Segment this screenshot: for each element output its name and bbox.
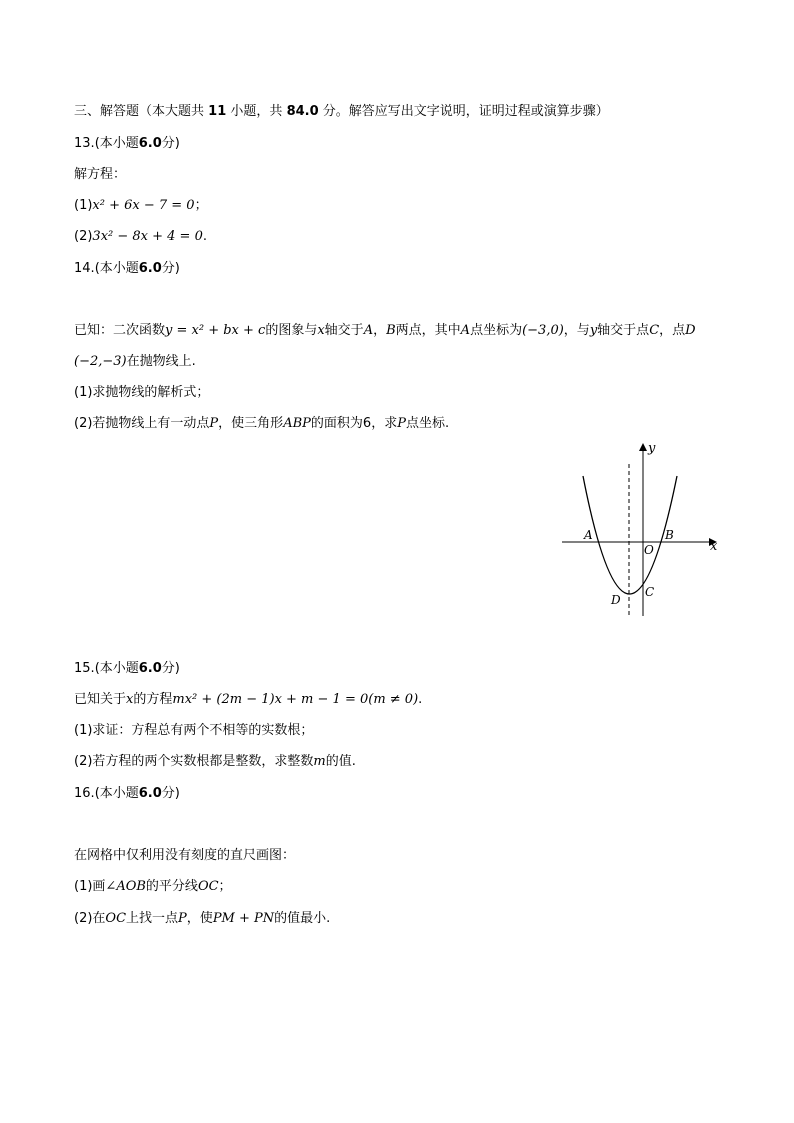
q14-text: 点坐标为 [470,323,523,338]
section-note-c: 分。解答应写出文字说明，证明过程或演算步骤） [322,104,609,119]
q14-score-close: 分) [161,261,180,276]
q14-point-a: A [363,323,374,338]
q14-number: 14. [74,261,95,276]
q14-part2 [74,416,449,432]
q16-line-oc: OC [105,911,127,926]
label-a: A [584,528,593,542]
q14-point-a: A [460,323,471,338]
q15-text: 的方程 [133,692,173,707]
q14-point-d: D [685,323,696,338]
q16-part1 [74,879,232,895]
q14-text: ，点 [659,323,686,338]
q16-score-open: (本小题 [94,786,139,801]
q15-header [74,661,180,677]
q16-part2 [74,911,330,927]
q14-coordinate-d: (−2,−3) [74,354,127,369]
q13-score-value: 6.0 [138,136,162,151]
q14-function: y = x² + bx + c [165,323,266,338]
q14-var-y: y [589,323,598,338]
q13-part1 [74,198,208,214]
q16-point-p: P [178,911,187,926]
q16-number: 16. [74,786,95,801]
q14-statement-line2 [74,354,196,370]
section-heading [74,104,609,120]
q14-part2-text: (2)若抛物线上有一动点 [74,416,210,431]
q13-part1-label: (1) [74,198,93,213]
parabola-figure [556,436,726,622]
q15-var-x: x [126,692,134,707]
q16-score-close: 分) [161,786,180,801]
q15-equation: mx² + (2m − 1)x + m − 1 = 0(m ≠ 0) [172,692,419,707]
q13-part1-end: ； [194,198,208,213]
q13-part2 [74,229,207,245]
section-note-b: 小题，共 [230,104,283,119]
q15-text: 已知关于 [74,692,127,707]
q14-area-value: 6 [362,416,372,431]
q16-part1-text: ； [218,879,232,894]
q14-text: 轴交于 [324,323,364,338]
q15-statement [74,692,422,708]
q14-text: ， [373,323,387,338]
q16-score-value: 6.0 [138,786,162,801]
q13-score-open: (本小题 [94,136,139,151]
q14-triangle-abp: ABP [283,416,311,431]
q16-header [74,786,180,802]
q15-score-open: (本小题 [94,661,139,676]
q14-point-c: C [649,323,660,338]
q16-part1-text: 的平分线 [145,879,198,894]
q15-part2-text: (2)若方程的两个实数根都是整数，求整数 [74,754,314,769]
q15-score-value: 6.0 [138,661,162,676]
q15-var-m: m [313,754,326,769]
q15-text: . [418,692,423,707]
question-count: 11 [208,104,227,119]
q14-score-value: 6.0 [138,261,162,276]
q14-statement-line1 [74,323,696,339]
q13-number: 13. [74,136,95,151]
q15-number: 15. [74,661,95,676]
section-note-a: （本大题共 [139,104,205,119]
q13-header [74,136,180,152]
q14-part2-text: ，使三角形 [218,416,284,431]
parabola-curve [583,476,677,594]
section-prefix: 三、解答题 [74,104,140,119]
q14-point-b: B [386,323,396,338]
q14-coordinate-a: (−3,0) [522,323,564,338]
label-y: y [648,441,656,456]
q14-text: ，与 [563,323,590,338]
label-b: B [665,528,674,542]
q15-part2 [74,754,356,770]
q14-text: 在抛物线上. [126,354,196,369]
q14-point-p: P [397,416,406,431]
q14-text: 的图象与 [265,323,318,338]
q16-part2-text: ，使 [186,911,213,926]
q13-part1-equation: x² + 6x − 7 = 0 [92,198,195,213]
q13-score-close: 分) [161,136,180,151]
q15-part1: (1)求证：方程总有两个不相等的实数根； [74,723,314,738]
q13-part2-label: (2) [74,229,93,244]
q13-part2-equation: 3x² − 8x + 4 = 0 [92,229,203,244]
q16-line-oc: OC [197,879,219,894]
q14-part1: (1)求抛物线的解析式； [74,385,210,400]
q16-part2-text: (2)在 [74,911,106,926]
q16-part2-text: 上找一点 [126,911,179,926]
label-d: D [611,593,621,607]
q16-part2-text: 的值最小. [274,911,331,926]
q13-prompt: 解方程： [74,167,127,182]
q14-text: 两点，其中 [395,323,461,338]
q14-part2-text: 的面积为 [310,416,363,431]
label-o: O [644,543,654,557]
q14-score-open: (本小题 [94,261,139,276]
q14-part2-text: 点坐标. [405,416,450,431]
q13-part2-end: . [202,229,207,244]
q16-angle-aob: ∠AOB [105,879,146,894]
label-x: x [710,539,718,554]
q14-header [74,261,180,277]
total-points: 84.0 [286,104,319,119]
q14-part2-text: ，求 [371,416,398,431]
q14-text: 已知：二次函数 [74,323,166,338]
q16-part1-text: (1)画 [74,879,106,894]
q16-prompt: 在网格中仅利用没有刻度的直尺画图： [74,848,296,863]
q15-part2-text: 的值. [325,754,356,769]
q15-score-close: 分) [161,661,180,676]
q16-sum-expression: PM + PN [212,911,275,926]
q14-text: 轴交于点 [597,323,650,338]
label-c: C [645,585,655,599]
q14-var-x: x [317,323,325,338]
q14-point-p: P [209,416,219,431]
